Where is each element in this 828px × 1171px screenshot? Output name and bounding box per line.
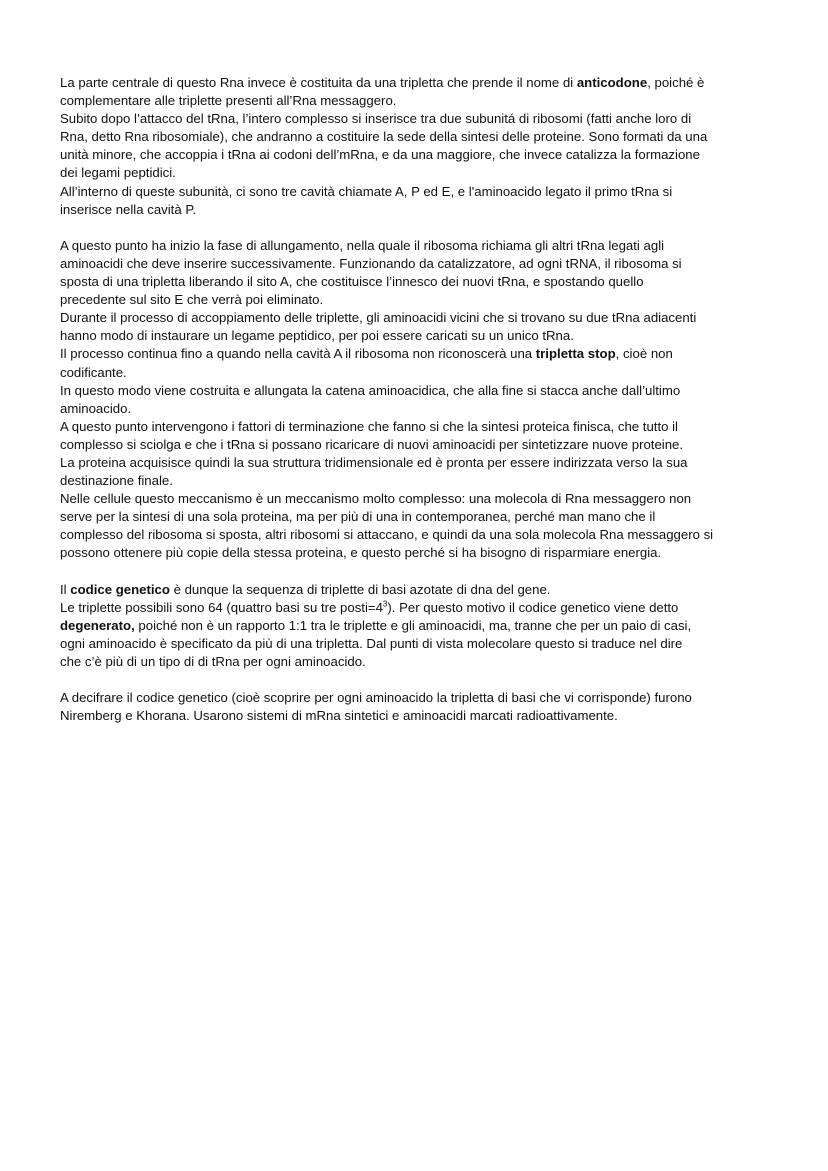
paragraph [60, 237, 772, 563]
text-line [60, 508, 772, 526]
text-run: Il processo continua fino a quando nella cavità A il ribosoma non riconoscerà una [60, 346, 536, 362]
paragraph-gap [60, 219, 772, 237]
text-run: All’interno di queste subunità, ci sono tre cavità chiamate A, P ed E, e l'aminoacido legato il primo tRna si [60, 183, 673, 199]
bold-term: degenerato, [60, 617, 135, 633]
text-line [60, 526, 772, 544]
text-run: La parte centrale di questo Rna invece è costituita da una tripletta che prende il nome di [60, 75, 577, 90]
text-line [60, 635, 772, 653]
text-run: ). Per questo motivo il codice genetico viene detto [387, 599, 679, 615]
text-run: inserisce nella cavità P. [60, 201, 197, 217]
text-run: Rna, detto Rna ribosomiale), che andranno a costituire la sede della sintesi delle proteine. Sono formati da una [60, 129, 708, 145]
text-run: destinazione finale. [60, 473, 173, 489]
text-line [60, 418, 772, 436]
text-run: Durante il processo di accoppiamento delle triplette, gli aminoacidi vicini che si trovano su due tRna adiacenti [60, 310, 697, 326]
text-line [60, 653, 772, 671]
text-line [60, 581, 772, 599]
text-line [60, 237, 772, 255]
text-line [60, 164, 772, 182]
text-run: precedente sul sito E che verrà poi eliminato. [60, 292, 324, 308]
text-line [60, 454, 772, 472]
text-run: complesso del ribosoma si sposta, altri ribosomi si attaccano, e quindi da una sola molecola Rna messaggero si [60, 527, 714, 543]
text-line [60, 382, 772, 400]
text-run: Niremberg e Khorana. Usarono sistemi di mRna sintetici e aminoacidi marcati radioattivamente. [60, 708, 618, 724]
text-run: Le triplette possibili sono 64 (quattro basi su tre posti=4 [60, 599, 383, 615]
text-line [60, 345, 772, 363]
text-run: serve per la sintesi di una sola proteina, ma per più di una in contemporanea, perché man mano che il [60, 509, 656, 525]
text-run: dei legami peptidici. [60, 165, 176, 181]
text-run: , poiché è [647, 75, 705, 90]
text-line [60, 110, 772, 128]
text-line [60, 472, 772, 490]
text-line [60, 291, 772, 309]
text-line [60, 309, 772, 327]
text-line [60, 128, 772, 146]
bold-term: tripletta stop [535, 346, 616, 362]
text-run: poiché non è un rapporto 1:1 tra le triplette e gli aminoacidi, ma, tranne che per un paio di casi, [134, 617, 692, 633]
text-run: possono ottenere più copie della stessa proteina, e questo perché si ha bisogno di risparmiare energia. [60, 545, 662, 561]
text-run: complementare alle triplette presenti all’Rna messaggero. [60, 93, 397, 109]
text-run: In questo modo viene costruita e allungata la catena aminoacidica, che alla fine si stacca anche dall’ultimo [60, 382, 681, 398]
text-line [60, 707, 772, 725]
text-line [60, 74, 772, 92]
paragraph [60, 581, 772, 671]
paragraph [60, 689, 772, 725]
text-run: A questo punto intervengono i fattori di terminazione che fanno si che la sintesi proteica finisca, che tutto il [60, 418, 678, 434]
text-run: A questo punto ha inizio la fase di allungamento, nella quale il ribosoma richiama gli altri tRna legati agli [60, 237, 665, 253]
text-run: è dunque la sequenza di triplette di basi azotate di dna del gene. [169, 581, 551, 597]
text-line [60, 436, 772, 454]
text-run: Subito dopo l’attacco del tRna, l’intero complesso si inserisce tra due subunitá di ribosomi (fatti anche loro di [60, 111, 692, 127]
text-line [60, 201, 772, 219]
text-run: unità minore, che accoppia i tRna ai codoni dell’mRna, e da una maggiore, che invece catalizza la formazione [60, 147, 700, 163]
text-line [60, 146, 772, 164]
paragraph-gap [60, 563, 772, 581]
text-line [60, 273, 772, 291]
bold-term: codice genetico [70, 581, 170, 597]
text-line [60, 183, 772, 201]
text-line [60, 544, 772, 562]
text-run: Il [60, 581, 71, 597]
text-run: aminoacido. [60, 400, 132, 416]
text-run: La proteina acquisisce quindi la sua struttura tridimensionale ed è pronta per essere indirizzata verso la sua [60, 454, 688, 470]
text-line [60, 327, 772, 345]
text-run: aminoacidi che deve inserire successivamente. Funzionando da catalizzatore, ad ogni tRNA, il ribosoma si [60, 255, 682, 271]
text-run: , cioè non [615, 346, 673, 362]
text-run: ogni aminoacido è specificato da più di una tripletta. Dal punti di vista molecolare questo si traduce nel dire [60, 635, 683, 651]
text-line [60, 364, 772, 382]
text-run: codificante. [60, 364, 127, 380]
paragraph [60, 74, 772, 219]
text-run: A decifrare il codice genetico (cioè scoprire per ogni aminoacido la tripletta di basi che vi corrisponde) furono [60, 690, 692, 706]
text-run: che c’è più di un tipo di di tRna per ogni aminoacido. [60, 654, 366, 669]
text-run: Nelle cellule questo meccanismo è un meccanismo molto complesso: una molecola di Rna messaggero non [60, 491, 692, 507]
text-run: hanno modo di instaurare un legame peptidico, per poi essere caricati su un unico tRna. [60, 328, 574, 344]
paragraph-gap [60, 671, 772, 689]
text-line [60, 617, 772, 635]
text-run: sposta di una tripletta liberando il sito A, che costituisce l’innesco dei nuovi tRna, e spostando quello [60, 274, 644, 290]
document-page [60, 74, 772, 725]
text-line [60, 689, 772, 707]
text-line [60, 400, 772, 418]
text-line [60, 255, 772, 273]
superscript-text: 3 [382, 599, 388, 609]
text-line [60, 490, 772, 508]
text-line [60, 599, 772, 617]
bold-term: anticodone [576, 75, 648, 90]
text-run: complesso si sciolga e che i tRna si possano ricaricare di nuovi aminoacidi per sintetizzare nuove proteine. [60, 436, 684, 452]
text-line [60, 92, 772, 110]
